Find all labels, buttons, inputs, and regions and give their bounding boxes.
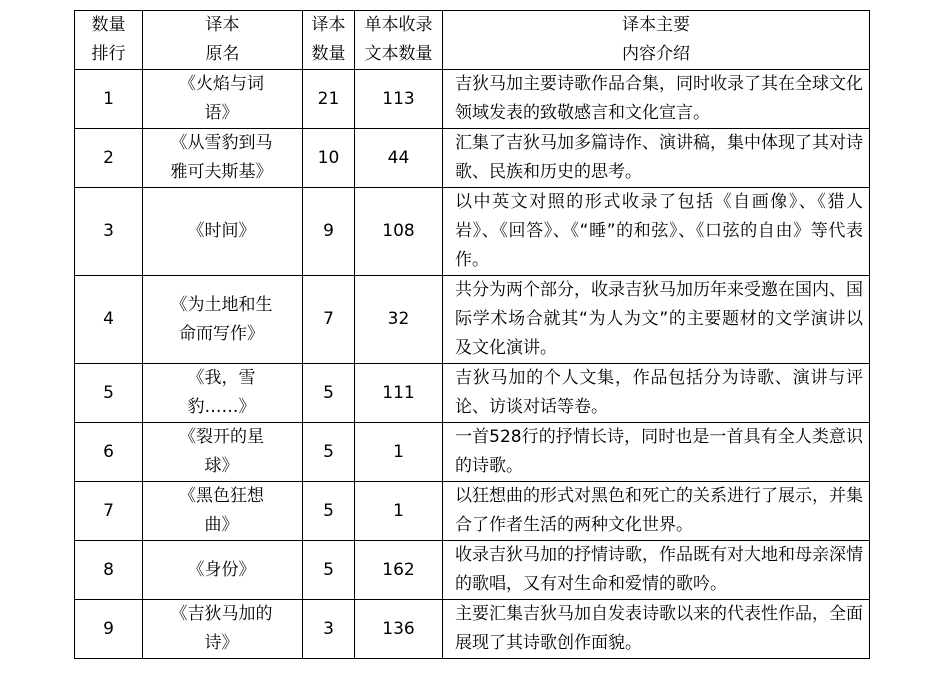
count-cell: 3 bbox=[303, 600, 355, 659]
texts-cell: 108 bbox=[355, 188, 443, 276]
title-cell: 《火焰与词 语》 bbox=[143, 70, 303, 129]
table-row bbox=[75, 364, 870, 423]
count-cell: 21 bbox=[303, 70, 355, 129]
texts-cell: 111 bbox=[355, 364, 443, 423]
table-row bbox=[75, 423, 870, 482]
header-name: 译本 原名 bbox=[143, 11, 303, 70]
table-row bbox=[75, 129, 870, 188]
header-rank: 数量 排行 bbox=[75, 11, 143, 70]
title-cell: 《黑色狂想 曲》 bbox=[143, 482, 303, 541]
desc-cell: 汇集了吉狄马加多篇诗作、演讲稿，集中体现了其对诗歌、民族和历史的思考。 bbox=[443, 129, 870, 188]
rank-cell: 9 bbox=[75, 600, 143, 659]
title-cell: 《从雪豹到马 雅可夫斯基》 bbox=[143, 129, 303, 188]
rank-cell: 1 bbox=[75, 70, 143, 129]
count-cell: 5 bbox=[303, 541, 355, 600]
title-cell: 《时间》 bbox=[143, 188, 303, 276]
count-cell: 9 bbox=[303, 188, 355, 276]
translation-table-container bbox=[74, 10, 870, 659]
desc-cell: 共分为两个部分，收录吉狄马加历年来受邀在国内、国际学术场合就其“为人为文”的主要题材的文学演讲以及文化演讲。 bbox=[443, 276, 870, 364]
rank-cell: 3 bbox=[75, 188, 143, 276]
texts-cell: 32 bbox=[355, 276, 443, 364]
header-count: 译本 数量 bbox=[303, 11, 355, 70]
translation-table bbox=[74, 10, 870, 659]
title-cell: 《我，雪 豹……》 bbox=[143, 364, 303, 423]
rank-cell: 6 bbox=[75, 423, 143, 482]
desc-cell: 主要汇集吉狄马加自发表诗歌以来的代表性作品，全面展现了其诗歌创作面貌。 bbox=[443, 600, 870, 659]
title-cell: 《吉狄马加的 诗》 bbox=[143, 600, 303, 659]
title-cell: 《为土地和生 命而写作》 bbox=[143, 276, 303, 364]
header-desc: 译本主要 内容介绍 bbox=[443, 11, 870, 70]
desc-cell: 吉狄马加主要诗歌作品合集，同时收录了其在全球文化领域发表的致敬感言和文化宣言。 bbox=[443, 70, 870, 129]
table-row bbox=[75, 600, 870, 659]
desc-cell: 一首528行的抒情长诗，同时也是一首具有全人类意识的诗歌。 bbox=[443, 423, 870, 482]
texts-cell: 136 bbox=[355, 600, 443, 659]
table-row bbox=[75, 188, 870, 276]
count-cell: 5 bbox=[303, 423, 355, 482]
texts-cell: 1 bbox=[355, 482, 443, 541]
count-cell: 5 bbox=[303, 364, 355, 423]
header-row bbox=[75, 11, 870, 70]
table-row bbox=[75, 276, 870, 364]
table-row bbox=[75, 70, 870, 129]
desc-cell: 以中英文对照的形式收录了包括《自画像》、《猎人岩》、《回答》、《“睡”的和弦》、《口弦的自由》等代表作。 bbox=[443, 188, 870, 276]
rank-cell: 8 bbox=[75, 541, 143, 600]
count-cell: 7 bbox=[303, 276, 355, 364]
desc-cell: 收录吉狄马加的抒情诗歌，作品既有对大地和母亲深情的歌唱，又有对生命和爱情的歌吟。 bbox=[443, 541, 870, 600]
count-cell: 5 bbox=[303, 482, 355, 541]
title-cell: 《身份》 bbox=[143, 541, 303, 600]
count-cell: 10 bbox=[303, 129, 355, 188]
texts-cell: 1 bbox=[355, 423, 443, 482]
texts-cell: 44 bbox=[355, 129, 443, 188]
rank-cell: 7 bbox=[75, 482, 143, 541]
table-row bbox=[75, 482, 870, 541]
rank-cell: 5 bbox=[75, 364, 143, 423]
desc-cell: 吉狄马加的个人文集，作品包括分为诗歌、演讲与评论、访谈对话等卷。 bbox=[443, 364, 870, 423]
texts-cell: 113 bbox=[355, 70, 443, 129]
rank-cell: 2 bbox=[75, 129, 143, 188]
rank-cell: 4 bbox=[75, 276, 143, 364]
desc-cell: 以狂想曲的形式对黑色和死亡的关系进行了展示，并集合了作者生活的两种文化世界。 bbox=[443, 482, 870, 541]
table-row bbox=[75, 541, 870, 600]
header-texts: 单本收录 文本数量 bbox=[355, 11, 443, 70]
texts-cell: 162 bbox=[355, 541, 443, 600]
title-cell: 《裂开的星 球》 bbox=[143, 423, 303, 482]
